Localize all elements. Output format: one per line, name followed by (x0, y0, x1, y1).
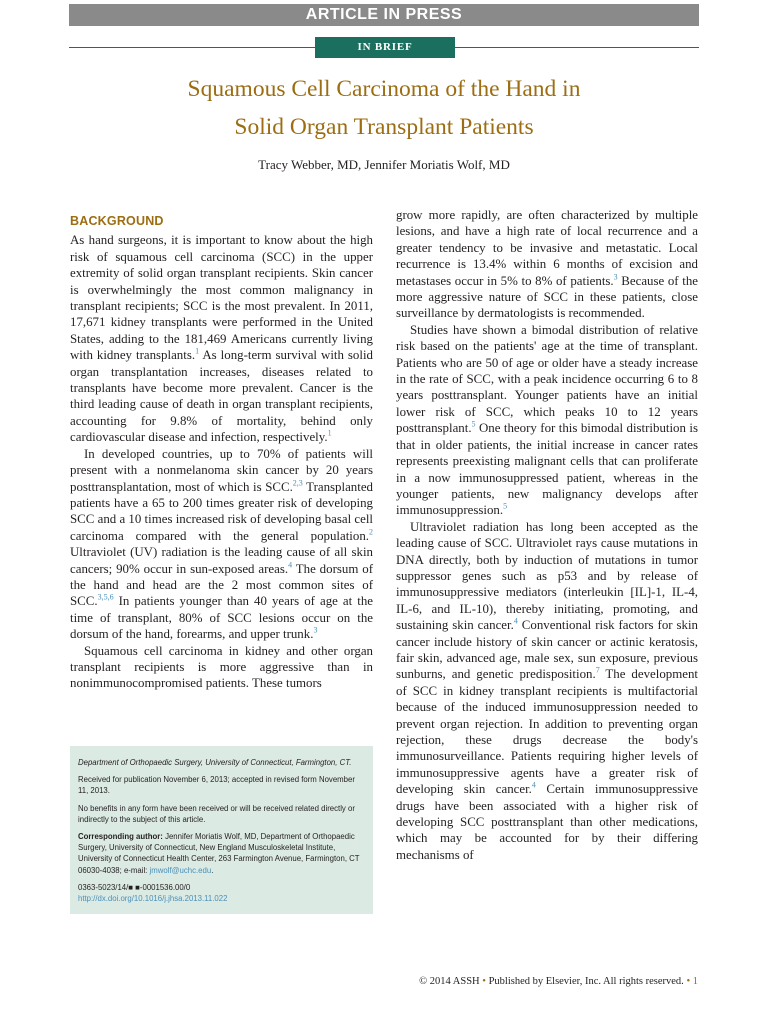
title-line-2: Solid Organ Transplant Patients (234, 114, 534, 140)
citation-link[interactable]: 1 (327, 428, 332, 438)
text-run: The dorsum of the hand and head are the 2 most common sites of SCC. (70, 561, 373, 609)
citation-link[interactable]: 1 (195, 346, 200, 356)
text-run: Conventional risk factors for skin cancer include history of skin cancer or actinic keratosis, fair skin, advanced age, male sex, sun exposure, previous sunburns, and genetic predisposition. (396, 618, 698, 682)
separator-dot: • (686, 976, 691, 987)
citation-link[interactable]: 3 (613, 272, 618, 282)
citation-link[interactable]: 2 (369, 527, 373, 537)
email-link[interactable]: jmwolf@uchc.edu (149, 865, 212, 875)
text-run: In patients younger than 40 years of age at the time of transplant, 80% of SCC lesions occur on the dorsum of the hand, forearms, and upper trunk. (70, 594, 373, 642)
paragraph (396, 207, 698, 322)
corresponding-author-label: Corresponding author: (78, 832, 163, 842)
paragraph: Squamous cell carcinoma in kidney and other organ transplant recipients is more aggressive than in nonimmunocompromised patients. These tumors (70, 643, 373, 691)
text-run: Ultraviolet radiation has long been accepted as the leading cause of SCC. Ultraviolet rays cause mutations in DNA directly, both by induction of mutations in tumor suppressor genes such as p53 and by release of immunosuppressive mediators (interleukin [IL]-1, IL-4, IL-6, and IL-10), thereby initiating, promoting, and sustaining skin cancer. (396, 519, 698, 633)
title-line-1: Squamous Cell Carcinoma of the Hand in (187, 76, 581, 102)
text-run: Certain immunosuppressive drugs have been associated with a higher risk of developing SCC posttransplant than other medications, which may be accounted for by their differing mechanisms of (396, 782, 698, 862)
citation-link[interactable]: 5 (471, 419, 476, 429)
text-run: As hand surgeons, it is important to know about the high risk of squamous cell carcinoma (SCC) in the upper extremity of solid organ transplant recipients. Skin cancer is overwhelmingly the most common malignancy in transplant recipients; SCC is the most prevalent. In 2011, 17,671 kidney transplants were performed in the United States, adding to the 181,469 Americans currently living with kidney transplants. (70, 233, 373, 363)
issn-text: 0363-5023/14/ (78, 882, 129, 892)
text-run: Transplanted patients have a 65 to 200 times greater risk of developing SCC and a 10 times increased risk of developing basal cell carcinoma compared with the general population. (70, 479, 373, 543)
corresponding-author-text: Jennifer Moriatis Wolf, MD, Department of Orthopaedic Surgery, University of Connecticut, New England Musculoskeletal Institute, University of Connecticut Health Center, 263 Farmington Avenue, Farmington, CT 06030-4038; e-mail: (78, 832, 360, 875)
text-run: Because of the more aggressive nature of SCC in these patients, close surveillance by dermatologists is recommended. (396, 273, 698, 321)
paragraph (396, 322, 698, 519)
corresponding-author (78, 831, 365, 876)
article-info-box (70, 746, 373, 914)
text-run: Studies have shown a bimodal distribution of relative risk based on the patients' age at the time of transplant. Patients who are 50 of age or older have a steady increase in the rate of SCC, with a peak incidence occurring 6 to 8 years posttransplant. Younger patients have an initial lower risk of SCC, which peaks 10 to 12 years posttransplant. (396, 322, 698, 436)
citation-link[interactable]: 7 (595, 666, 600, 676)
text-run: The development of SCC in kidney transplant recipients is multifactorial because of the induced immunosuppression needed to prevent organ rejection. In addition to preventing organ rejection, these drugs decrease the body's immunosurveillance. Patients requiring higher levels of immunosuppressive agents have a greater risk of developing skin cancer. (396, 667, 698, 797)
page-number: 1 (692, 976, 698, 987)
text-run: One theory for this bimodal distribution is that in older patients, the initial increase in cancer rates represents preexisting malignant cells that can proliferate in a now immunosuppressed patient, whereas in the younger patients, new malignancy develops after immunosuppression. (396, 421, 698, 518)
paragraph (396, 519, 698, 864)
paragraph (70, 446, 373, 643)
citation-link[interactable]: 3,5,6 (97, 593, 114, 603)
article-in-press-banner: ARTICLE IN PRESS (69, 4, 699, 26)
citation-link[interactable]: 3 (313, 625, 318, 635)
text-run: In developed countries, up to 70% of patients will present with a nonmelanoma skin cancer by 20 years posttransplantation, most of which is SCC. (70, 446, 373, 494)
citation-link[interactable]: 2,3 (292, 478, 303, 488)
author-list: Tracy Webber, MD, Jennifer Moriatis Wolf, MD (258, 157, 510, 172)
right-column (396, 207, 698, 863)
left-column (70, 213, 373, 692)
citation-link[interactable]: 4 (531, 780, 536, 790)
punctuation: . (211, 865, 214, 875)
citation-link[interactable]: 4 (513, 616, 518, 626)
page-footer (419, 976, 698, 987)
doi-link[interactable]: http://dx.doi.org/10.1016/j.jhsa.2013.11.022 (78, 894, 228, 904)
separator-dot: • (482, 976, 486, 987)
publisher-notice: Published by Elsevier, Inc. All rights reserved. (488, 976, 684, 987)
text-run: grow more rapidly, are often characterized by multiple lesions, and have a high rate of local recurrence and a greater tendency to be invasive and metastatic. Local recurrence is 13.4% within 6 months of excision and metastases occur in 5% to 8% of patients. (396, 208, 698, 288)
disclosure: No benefits in any form have been received or will be received related directly or indirectly to the subject of this article. (78, 803, 355, 824)
citation-link[interactable]: 4 (288, 560, 293, 570)
copyright: © 2014 ASSH (419, 976, 480, 987)
issn-text: -0001536.00/0 (139, 882, 191, 892)
text-run: As long-term survival with solid organ transplantation increases, diseases related to transplants have become more prevalent. Cancer is the third leading cause of death in organ transplant recipients, accounting for 9.8% of mortality, behind only cardiovascular disease and infection, respectively. (70, 348, 373, 445)
paragraph (70, 232, 373, 445)
article-title (69, 70, 699, 146)
redacted-block-icon: ■ ■ (128, 882, 140, 892)
text-run: Ultraviolet (UV) radiation is the leading cause of all skin cancers; 90% occur in sun-exposed areas. (70, 545, 373, 576)
section-heading: BACKGROUND (70, 214, 164, 228)
received-dates: Received for publication November 6, 2013; accepted in revised form November 11, 2013. (78, 775, 355, 796)
citation-link[interactable]: 5 (503, 502, 508, 512)
issn-line (78, 882, 365, 893)
section-tab: IN BRIEF (315, 37, 455, 58)
affiliation: Department of Orthopaedic Surgery, University of Connecticut, Farmington, CT. (78, 758, 352, 767)
